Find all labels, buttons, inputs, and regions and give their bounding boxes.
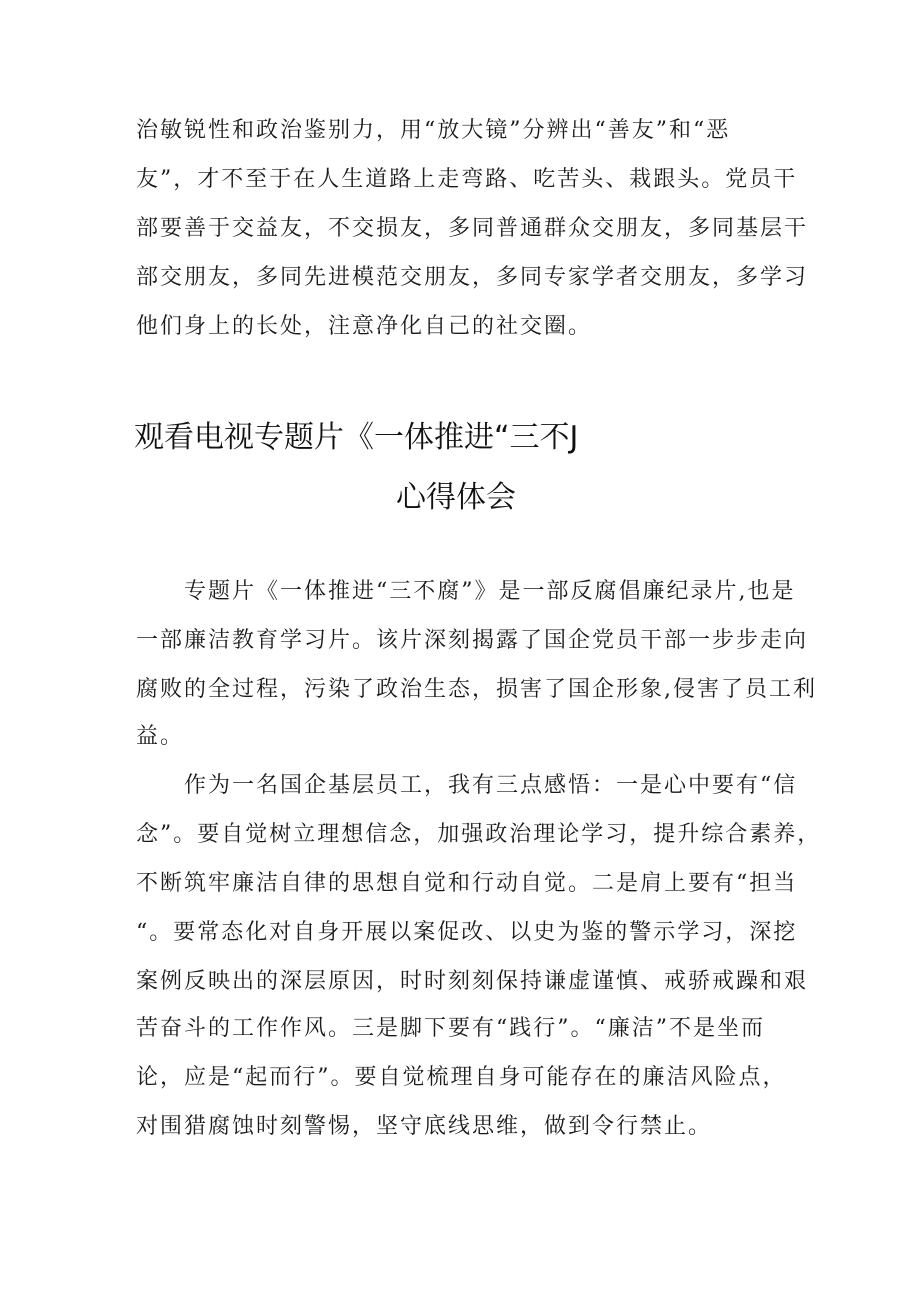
intro-line-2: 友”，才不至于在人生道路上走弯路、吃苦头、栽跟头。党员干 — [136, 167, 798, 192]
article-title-line-2: 心得体会 — [396, 480, 516, 515]
paragraph-2-line-2: 念”。要自觉树立理想信念，加强政治理论学习，提升综合素养， — [136, 822, 822, 847]
paragraph-1-line-3: 腐败的全过程，污染了政治生态，损害了国企形象,侵害了员工利 — [136, 677, 817, 702]
paragraph-2-line-4: “。要常态化对自身开展以案促改、以史为鉴的警示学习，深挖 — [136, 920, 798, 945]
intro-line-4: 部交朋友，多同先进模范交朋友，多同专家学者交朋友，多学习 — [136, 265, 809, 290]
intro-line-5: 他们身上的长处，注意净化自己的社交圈。 — [136, 314, 593, 339]
paragraph-1-line-1: 专题片《一体推进“三不腐”》是一部反腐倡廉纪录片,也是 — [184, 579, 796, 604]
intro-line-3: 部要善于交益友，不交损友，多同普通群众交朋友，多同基层干 — [136, 216, 809, 241]
paragraph-2-line-6: 苦奋斗的工作作风。三是脚下要有“践行”。“廉洁”不是坐而 — [136, 1016, 765, 1041]
paragraph-2-line-1: 作为一名国企基层员工，我有三点感悟：一是心中要有“信 — [184, 773, 798, 798]
intro-line-1: 治敏锐性和政治鉴别力，用“放大镜”分辨出“善友”和“恶 — [136, 118, 731, 143]
paragraph-2-line-8: 对围猎腐蚀时刻警惕，坚守底线思维，做到令行禁止。 — [136, 1114, 713, 1139]
paragraph-2-line-7: 论，应是“起而行”。要自觉梳理自身可能存在的廉洁风险点， — [136, 1065, 787, 1090]
paragraph-2-line-3: 不断筑牢廉洁自律的思想自觉和行动自觉。二是肩上要有“担当 — [136, 871, 798, 896]
paragraph-1-line-4: 益。 — [136, 724, 185, 749]
paragraph-2-line-5: 案例反映出的深层原因，时时刻刻保持谦虚谨慎、戒骄戒躁和艰 — [136, 969, 809, 994]
paragraph-1-line-2: 一部廉洁教育学习片。该片深刻揭露了国企党员干部一步步走向 — [136, 628, 809, 653]
article-title-line-1: 观看电视专题片《一体推进“三不J — [134, 420, 579, 455]
